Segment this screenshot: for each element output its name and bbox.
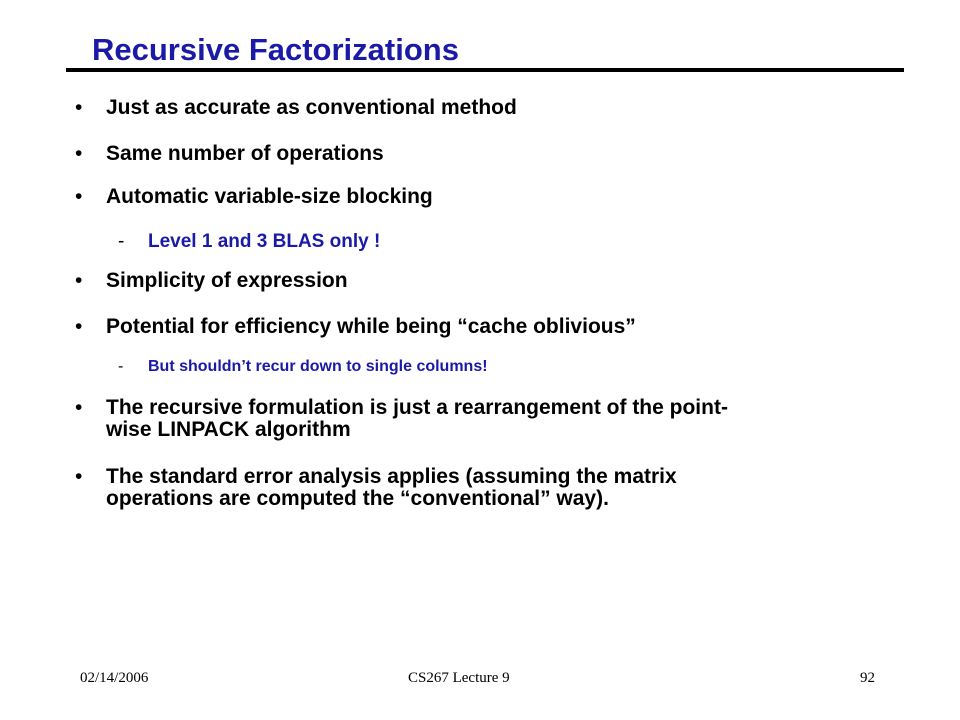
sub-bullet-text: Level 1 and 3 BLAS only ! [148,231,381,252]
bullet-text: Simplicity of expression [106,269,348,292]
bullet-text-line-2: wise LINPACK algorithm [106,418,351,441]
footer-course: CS267 Lecture 9 [408,670,510,686]
bullet-text-line-2: operations are computed the “conventional” way). [106,487,609,510]
bullet-text: Potential for efficiency while being “cache oblivious” [106,315,636,338]
title-underline [66,68,904,72]
slide-title: Recursive Factorizations [92,32,459,67]
bullet-marker: • [75,142,83,165]
footer-page-number: 92 [860,670,875,686]
bullet-text: Same number of operations [106,142,384,165]
sub-bullet-marker: - [118,358,124,375]
bullet-marker: • [75,96,83,119]
sub-bullet-marker: - [118,231,125,252]
bullet-text-line-1: The standard error analysis applies (assuming the matrix [106,465,677,488]
bullet-marker: • [75,465,83,488]
bullet-text: Just as accurate as conventional method [106,96,517,119]
footer-date: 02/14/2006 [80,670,149,686]
bullet-text-line-1: The recursive formulation is just a rearrangement of the point- [106,396,728,419]
bullet-text: Automatic variable-size blocking [106,185,433,208]
sub-bullet-text: But shouldn’t recur down to single columns! [148,358,488,375]
bullet-marker: • [75,185,83,208]
bullet-marker: • [75,315,83,338]
bullet-marker: • [75,396,83,419]
bullet-marker: • [75,269,83,292]
